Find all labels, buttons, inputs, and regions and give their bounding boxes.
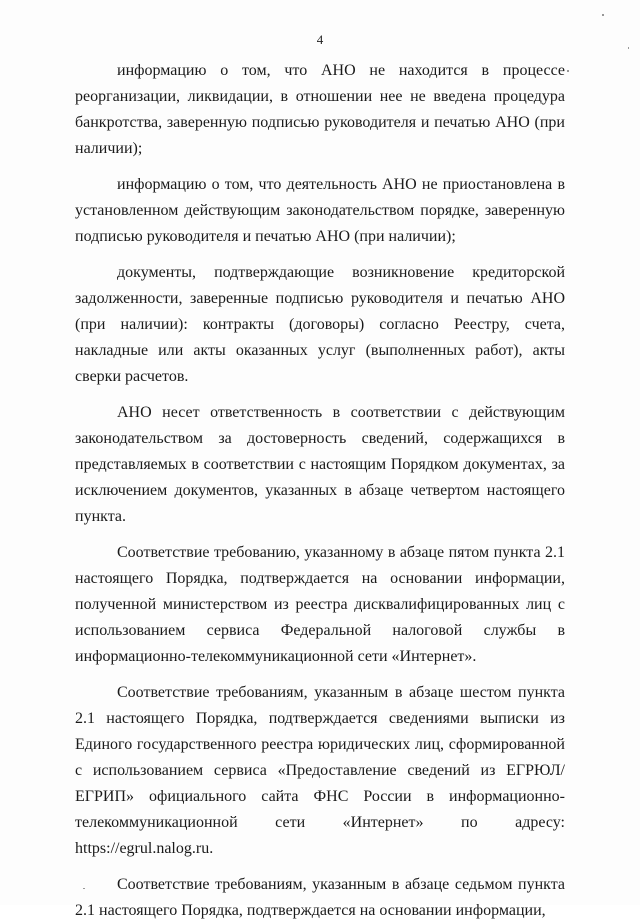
paragraph-6: Соответствие требованиям, указанным в абзаце шестом пункта 2.1 настоящего Порядка, подтверждается сведениями выписки из Единого государственного реестра юридических лиц, сформированной с использованием сервиса «Предоставление сведений из ЕГРЮЛ/ЕГРИП» официального сайта ФНС России в информационно-телекоммуникационной сети «Интернет» по адресу: https://egrul.nalog.ru. bbox=[75, 684, 565, 857]
page-number: 4 bbox=[316, 32, 324, 47]
scan-speck bbox=[83, 888, 85, 889]
paragraph-4: АНО несет ответственность в соответствии с действующим законодательством за достоверность сведений, содержащихся в представляемых в соответствии с настоящим Порядком документах, за исключением документов, указанных в абзаце четвертом настоящего пункта. bbox=[75, 404, 565, 525]
scan-speck bbox=[628, 47, 629, 49]
paragraph-7: Соответствие требованиям, указанным в абзаце седьмом пункта 2.1 настоящего Порядка, подтверждается на основании информации, bbox=[75, 876, 565, 919]
paragraph-2: информацию о том, что деятельность АНО не приостановлена в установленном действующим законодательством порядке, заверенную подписью руководителя и печатью АНО (при наличии); bbox=[75, 176, 565, 245]
scan-speck bbox=[602, 14, 604, 16]
paragraph-5: Соответствие требованию, указанному в абзаце пятом пункта 2.1 настоящего Порядка, подтверждается на основании информации, полученной министерством из реестра дисквалифицированных лиц с использованием сервиса Федеральной налоговой службы в информационно-телекоммуникационной сети «Интернет». bbox=[75, 544, 565, 665]
scan-speck bbox=[567, 70, 569, 72]
document-body bbox=[75, 58, 565, 924]
paragraph-3: документы, подтверждающие возникновение кредиторской задолженности, заверенные подписью руководителя и печатью АНО (при наличии): контракты (договоры) согласно Реестру, счета, накладные или акты оказанных услуг (выполненных работ), акты сверки расчетов. bbox=[75, 264, 565, 385]
paragraph-1: информацию о том, что АНО не находится в процессе реорганизации, ликвидации, в отношении нее не введена процедура банкротства, заверенную подписью руководителя и печатью АНО (при наличии); bbox=[75, 62, 565, 157]
